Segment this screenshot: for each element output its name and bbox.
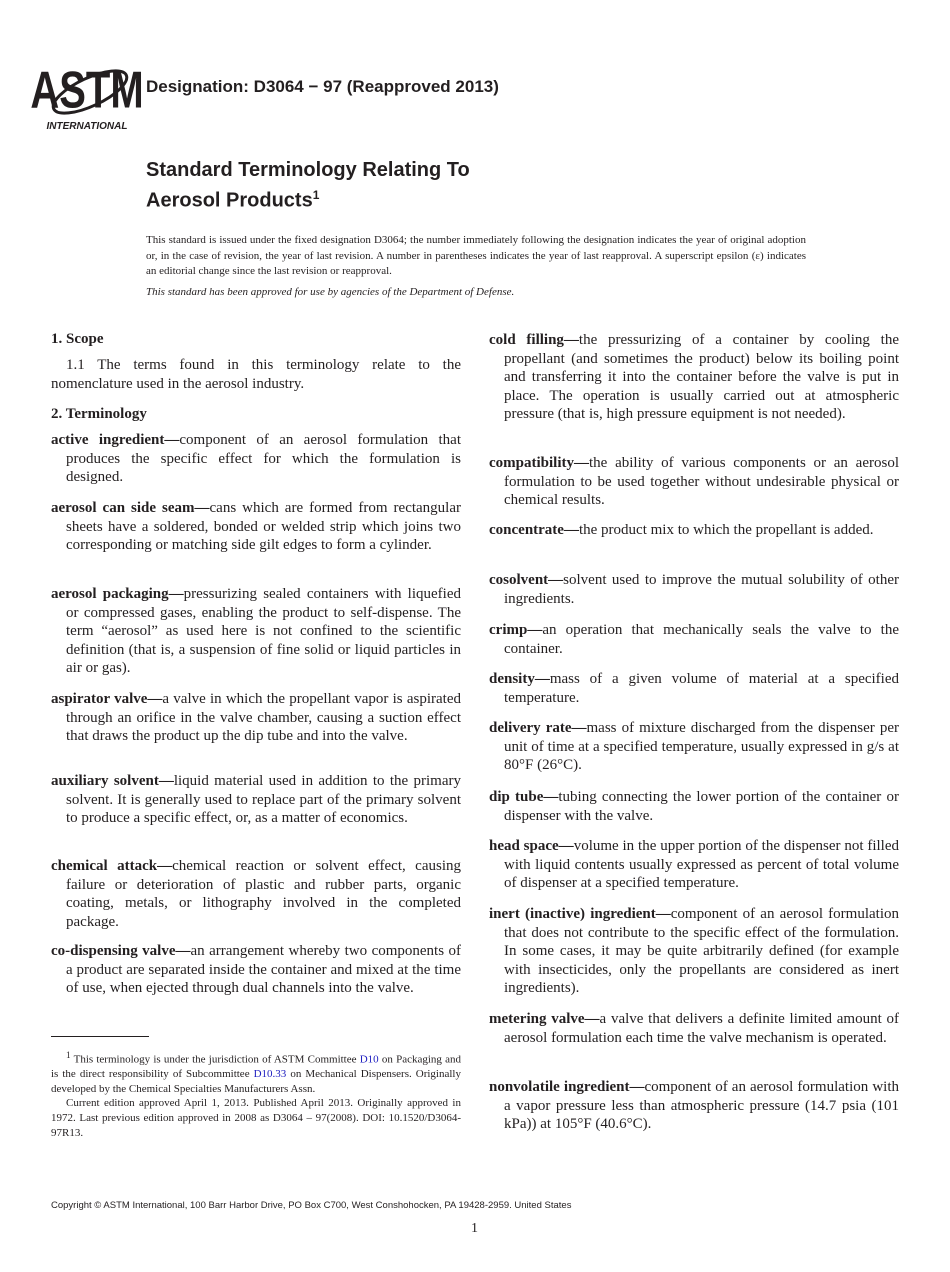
term-name: cosolvent—: [489, 572, 564, 588]
term-name: aerosol can side seam—: [51, 500, 210, 516]
svg-text:INTERNATIONAL: INTERNATIONAL: [46, 121, 128, 132]
term-name: head space—: [489, 838, 574, 854]
term-entry: [51, 431, 461, 487]
term-definition: liquid material used in addition to the primary solvent. It is generally used to replace part of the primary solvent to produce a specific effect, or, as a matter of economics.: [66, 773, 461, 827]
term-entry: [489, 1010, 899, 1047]
term-name: density—: [489, 671, 550, 687]
section-heading-terminology: 2. Terminology: [51, 406, 147, 422]
term-entry: [51, 690, 461, 746]
footnote-text: on Packaging and is the direct responsibility of Subcommittee: [51, 1053, 461, 1081]
footnote-ref: 1: [312, 188, 320, 202]
term-name: crimp—: [489, 622, 543, 638]
term-definition: mass of a given volume of material at a specified temperature.: [504, 671, 899, 706]
term-entry: [51, 499, 461, 555]
term-definition: chemical reaction or solvent effect, causing failure or deterioration of plastic and rubber parts, organic coating, metals, or lithography involved in the completed package.: [66, 858, 461, 930]
term-definition: the ability of various components or an aerosol formulation to be used together without undesirable physical or chemical results.: [504, 455, 899, 509]
term-name: active ingredient—: [51, 432, 180, 448]
term-entry: [489, 905, 899, 998]
term-entry: [51, 585, 461, 678]
term-definition: an arrangement whereby two components of a product are separated inside the container and mixed at the time of use, when ejected through dual channels into the valve.: [66, 943, 462, 997]
term-definition: a valve in which the propellant vapor is aspirated through an orifice in the valve chamber, causing a suction effect that draws the product up the dip tube and into the valve.: [66, 691, 461, 745]
committee-link[interactable]: D10: [359, 1053, 379, 1066]
term-entry: [489, 837, 899, 893]
term-name: aerosol packaging—: [51, 586, 184, 602]
term-entry: [51, 942, 461, 998]
term-definition: component of an aerosol formulation that produces the specific effect for which the formulation is designed.: [66, 432, 461, 486]
term-definition: tubing connecting the lower portion of the container or dispenser with the valve.: [504, 789, 899, 824]
term-definition: mass of mixture discharged from the dispenser per unit of time at a specified temperature, usually expressed in g/s at 80°F (26°C).: [504, 720, 899, 774]
term-entry: [489, 670, 899, 707]
term-entry: [489, 788, 899, 825]
term-definition: a valve that delivers a definite limited amount of aerosol formulation each time the valve mechanism is operated.: [504, 1011, 899, 1046]
title-line-1: Standard Terminology Relating To: [146, 159, 470, 181]
designation: Designation: D3064 − 97 (Reapproved 2013): [146, 77, 499, 96]
term-name: auxiliary solvent—: [51, 773, 174, 789]
term-entry: [51, 857, 461, 931]
footnote-divider: [51, 1036, 149, 1037]
footnote-edition: Current edition approved April 1, 2013. Published April 2013. Originally approved in 1972. Last previous edition approved in 2008 as D3064 – 97(2008). DOI: 10.1520/D3064-97R13.: [51, 1097, 461, 1139]
term-name: co-dispensing valve—: [51, 943, 191, 959]
term-definition: the product mix to which the propellant is added.: [578, 522, 874, 538]
term-entry: [489, 521, 899, 540]
term-name: aspirator valve—: [51, 691, 163, 707]
term-name: cold filling—: [489, 332, 579, 348]
subcommittee-link[interactable]: D10.33: [253, 1068, 287, 1081]
term-name: compatibility—: [489, 455, 589, 471]
intro-paragraph: This standard is issued under the fixed designation D3064; the number immediately following the designation indicates the year of original adoption or, in the case of revision, the year of last revision. A number in parentheses indicates the year of last reapproval. A superscript epsilon (ε) indicates an editorial change since the last revision or reapproval.: [146, 234, 806, 277]
term-entry: [51, 772, 461, 828]
term-definition: solvent used to improve the mutual solubility of other ingredients.: [504, 572, 899, 607]
term-definition: component of an aerosol formulation with a vapor pressure less than atmospheric pressure (14.7 psia (101 kPa)) at 105°F (40.6°C).: [504, 1079, 899, 1133]
term-definition: component of an aerosol formulation that does not contribute to the specific effect of the formulation. In some cases, it may be quite arbitrarily defined (for example with insecticides, only the propellants are considered as inert ingredients).: [504, 906, 900, 997]
term-entry: [489, 331, 899, 424]
term-name: inert (inactive) ingredient—: [489, 906, 671, 922]
term-name: delivery rate—: [489, 720, 587, 736]
term-definition: cans which are formed from rectangular sheets have a soldered, bonded or welded strip which joins two corresponding or matching side gilt edges to form a cylinder.: [66, 500, 461, 554]
term-definition: pressurizing sealed containers with liquefied or compressed gases, enabling the product to self-dispense. The term “aerosol” as used here is not confined to the scientific definition (that is, a suspension of fine solid or liquid particles in air or gas).: [66, 586, 461, 677]
term-entry: [489, 719, 899, 775]
term-entry: [489, 621, 899, 658]
scope-text: 1.1 The terms found in this terminology relate to the nomenclature used in the aerosol industry.: [51, 357, 461, 392]
title-line-2: [146, 183, 470, 214]
footnote-text: This terminology is under the jurisdiction of ASTM Committee: [73, 1053, 360, 1066]
term-name: metering valve—: [489, 1011, 600, 1027]
footnote-mark: 1: [66, 1050, 71, 1060]
term-entry: [489, 454, 899, 510]
term-definition: an operation that mechanically seals the valve to the container.: [504, 622, 899, 657]
section-heading-scope: 1. Scope: [51, 331, 104, 347]
title-text: Aerosol Products: [146, 189, 313, 212]
term-name: chemical attack—: [51, 858, 173, 874]
term-definition: volume in the upper portion of the dispenser not filled with liquid contents usually expressed as percent of total volume of dispenser at a specified temperature.: [504, 838, 900, 892]
footnote-text: on Mechanical Dispensers. Originally developed by the Chemical Specialties Manufacturers Assn.: [51, 1068, 461, 1095]
copyright: Copyright © ASTM International, 100 Barr Harbor Drive, PO Box C700, West Conshohocken, PA 19428-2959. United States: [51, 1200, 572, 1211]
term-name: dip tube—: [489, 789, 559, 805]
term-definition: the pressurizing of a container by cooling the propellant (and sometimes the product) below its boiling point and transferring it into the container before the valve is put in place. The operation is usually carried out at atmospheric pressure (that is, high pressure equipment is not needed).: [504, 332, 899, 423]
term-entry: [489, 571, 899, 608]
term-name: concentrate—: [489, 522, 579, 538]
svg-text:ASTM: ASTM: [30, 60, 144, 119]
term-entry: [489, 1078, 899, 1134]
page-number: 1: [471, 1221, 478, 1236]
document-title: [146, 158, 470, 214]
approval-note: This standard has been approved for use by agencies of the Department of Defense.: [146, 286, 515, 298]
astm-logo: [30, 58, 144, 132]
term-name: nonvolatile ingredient—: [489, 1079, 645, 1095]
footnote: [51, 1048, 461, 1140]
